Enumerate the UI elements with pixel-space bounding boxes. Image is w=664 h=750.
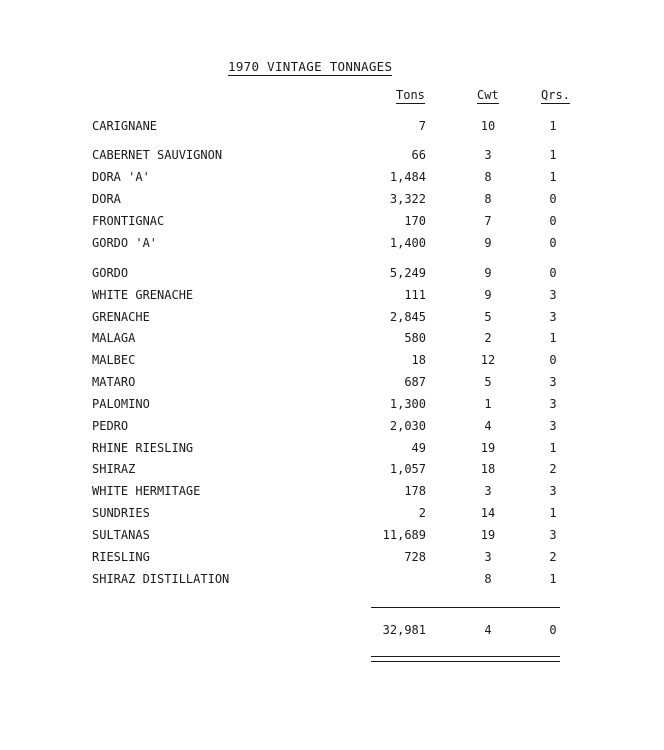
tons-cell: 1,484 [389,170,426,184]
cwt-cell: 9 [484,236,492,250]
tons-cell: 11,689 [382,528,426,542]
tons-cell: 7 [418,119,426,133]
table-row [0,462,664,480]
total-qrs: 0 [549,623,557,637]
cwt-cell: 3 [484,484,492,498]
table-row [0,119,664,137]
table-row [0,266,664,284]
cwt-cell: 1 [484,397,492,411]
variety-name: MATARO [92,375,136,389]
variety-name: RHINE RIESLING [92,441,194,455]
cwt-cell: 9 [484,288,492,302]
qrs-cell: 2 [549,550,557,564]
cwt-cell: 9 [484,266,492,280]
tons-cell: 1,400 [389,236,426,250]
tons-cell: 2 [418,506,426,520]
total-tons: 32,981 [382,623,426,637]
tons-cell: 580 [404,331,426,345]
qrs-cell: 1 [549,506,557,520]
variety-name: PEDRO [92,419,129,433]
cwt-cell: 10 [480,119,496,133]
qrs-cell: 0 [549,353,557,367]
table-row [0,236,664,254]
variety-name: GORDO 'A' [92,236,158,250]
qrs-cell: 3 [549,288,557,302]
cwt-cell: 8 [484,192,492,206]
tons-cell: 1,300 [389,397,426,411]
cwt-cell: 7 [484,214,492,228]
qrs-cell: 1 [549,331,557,345]
cwt-cell: 12 [480,353,496,367]
qrs-cell: 2 [549,462,557,476]
tons-cell: 18 [411,353,426,367]
qrs-cell: 3 [549,310,557,324]
tons-cell: 66 [411,148,426,162]
cwt-cell: 8 [484,170,492,184]
variety-name: DORA [92,192,121,206]
table-row [0,506,664,524]
qrs-cell: 1 [549,572,557,586]
cwt-cell: 3 [484,550,492,564]
cwt-cell: 19 [480,528,496,542]
qrs-cell: 3 [549,528,557,542]
qrs-cell: 0 [549,266,557,280]
tons-cell: 2,030 [389,419,426,433]
table-row [0,192,664,210]
variety-name: WHITE HERMITAGE [92,484,201,498]
qrs-header: Qrs. [541,88,570,102]
variety-name: DORA 'A' [92,170,150,184]
qrs-cell: 0 [549,214,557,228]
variety-name: MALBEC [92,353,136,367]
table-row [0,353,664,371]
cwt-cell: 5 [484,375,492,389]
table-row [0,331,664,349]
page-title: 1970 VINTAGE TONNAGES [228,59,393,74]
tons-cell: 49 [411,441,426,455]
variety-name: MALAGA [92,331,136,345]
tons-cell: 728 [404,550,426,564]
variety-name: FRONTIGNAC [92,214,165,228]
variety-name: SHIRAZ [92,462,136,476]
qrs-cell: 3 [549,484,557,498]
cwt-cell: 2 [484,331,492,345]
table-row [0,572,664,590]
table-row [0,288,664,306]
qrs-cell: 0 [549,236,557,250]
variety-name: SUNDRIES [92,506,150,520]
tons-cell: 111 [404,288,426,302]
variety-name: GRENACHE [92,310,150,324]
table-row [0,375,664,393]
qrs-cell: 3 [549,375,557,389]
tons-cell: 2,845 [389,310,426,324]
variety-name: RIESLING [92,550,150,564]
qrs-cell: 1 [549,148,557,162]
tons-cell: 3,322 [389,192,426,206]
cwt-cell: 8 [484,572,492,586]
variety-name: PALOMINO [92,397,150,411]
table-row [0,528,664,546]
tons-cell: 5,249 [389,266,426,280]
table-row [0,550,664,568]
tons-cell: 178 [404,484,426,498]
qrs-cell: 3 [549,419,557,433]
tons-cell: 687 [404,375,426,389]
variety-name: CARIGNANE [92,119,158,133]
table-row [0,419,664,437]
qrs-cell: 1 [549,441,557,455]
cwt-cell: 19 [480,441,496,455]
tons-header: Tons [396,88,425,102]
qrs-cell: 0 [549,192,557,206]
qrs-cell: 3 [549,397,557,411]
cwt-cell: 5 [484,310,492,324]
cwt-cell: 18 [480,462,496,476]
table-row [0,148,664,166]
double-rule-top [371,656,560,657]
total-row [0,623,664,641]
tons-cell: 1,057 [389,462,426,476]
cwt-header: Cwt [477,88,499,102]
variety-name: SULTANAS [92,528,150,542]
total-rule [371,607,560,608]
table-row [0,214,664,232]
table-row [0,484,664,502]
table-row [0,310,664,328]
tons-cell: 170 [404,214,426,228]
variety-name: GORDO [92,266,129,280]
qrs-cell: 1 [549,170,557,184]
cwt-cell: 4 [484,419,492,433]
variety-name: SHIRAZ DISTILLATION [92,572,230,586]
table-row [0,397,664,415]
total-cwt: 4 [484,623,492,637]
table-row [0,441,664,459]
table-row [0,170,664,188]
cwt-cell: 14 [480,506,496,520]
variety-name: WHITE GRENACHE [92,288,194,302]
cwt-cell: 3 [484,148,492,162]
variety-name: CABERNET SAUVIGNON [92,148,223,162]
double-rule-bottom [371,661,560,662]
qrs-cell: 1 [549,119,557,133]
